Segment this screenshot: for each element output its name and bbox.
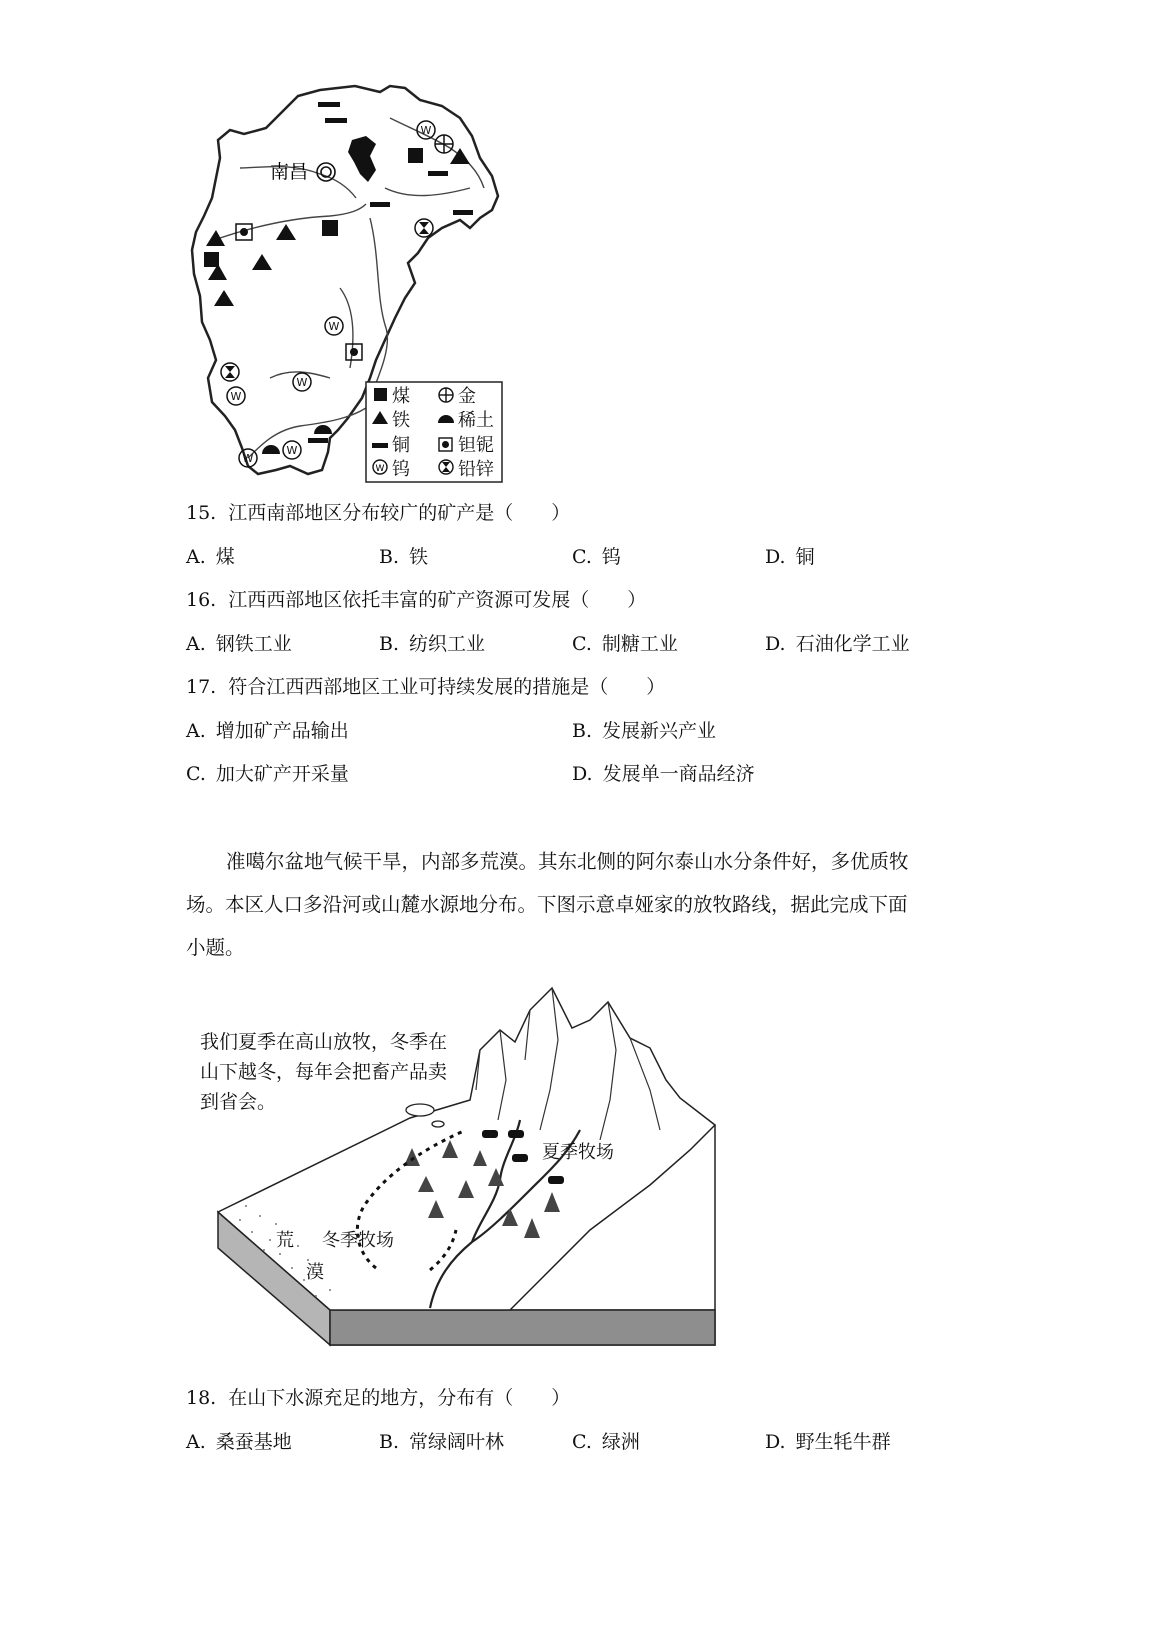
question-stem: 江西西部地区依托丰富的矿产资源可发展（ ） [228, 589, 647, 611]
option-text: 发展新兴产业 [602, 720, 717, 742]
option-18-d[interactable] [765, 1430, 891, 1454]
legend-label-iron: 铁 [392, 410, 410, 431]
option-key: A. [186, 1431, 206, 1453]
option-15-d[interactable] [765, 545, 815, 569]
question-number: 15. [186, 502, 217, 524]
desert-label-1: 荒 [276, 1230, 294, 1251]
option-15-b[interactable] [379, 545, 428, 569]
svg-text:W: W [420, 124, 432, 137]
summer-pasture-label: 夏季牧场 [542, 1142, 614, 1163]
option-text: 纺织工业 [409, 633, 486, 655]
question-15 [186, 501, 570, 525]
winter-pasture-label: 冬季牧场 [322, 1230, 394, 1251]
question-number: 18. [186, 1387, 217, 1409]
passage-line-3: 小题。 [186, 936, 245, 959]
option-text: 制糖工业 [601, 633, 678, 655]
question-number: 16. [186, 589, 217, 611]
option-key: C. [186, 763, 206, 785]
option-text: 煤 [215, 546, 235, 568]
legend-label-lead-zinc: 铅锌 [458, 459, 494, 480]
speech-line-2: 山下越冬，每年会把畜产品卖 [200, 1061, 448, 1083]
svg-text:W: W [375, 464, 385, 474]
jiangxi-mineral-map [180, 78, 520, 488]
legend-label-tantalum-niobium: 钽铌 [458, 435, 494, 456]
option-text: 发展单一商品经济 [602, 763, 755, 785]
option-key: B. [379, 546, 400, 568]
legend-label-gold: 金 [458, 386, 476, 407]
legend-label-rare-earth: 稀土 [458, 410, 494, 431]
option-17-b[interactable] [572, 719, 716, 743]
speech-line-1: 我们夏季在高山放牧，冬季在 [200, 1031, 448, 1053]
grazing-route-illustration [180, 980, 720, 1350]
city-label: 南昌 [270, 161, 309, 183]
option-18-c[interactable] [572, 1430, 640, 1454]
speech-line-3: 到省会。 [200, 1091, 277, 1113]
option-key: A. [186, 546, 206, 568]
option-18-b[interactable] [379, 1430, 504, 1454]
option-key: C. [572, 546, 592, 568]
passage-line-1: 准噶尔盆地气候干旱，内部多荒漠。其东北侧的阿尔泰山水分条件好，多优质牧 [226, 850, 909, 873]
legend-label-copper: 铜 [392, 435, 410, 456]
option-text: 绿洲 [601, 1431, 640, 1453]
option-text: 钨 [601, 546, 621, 568]
desert-label-2: 漠 [306, 1262, 324, 1283]
option-key: D. [765, 633, 786, 655]
option-text: 钢铁工业 [215, 633, 292, 655]
option-18-a[interactable] [186, 1430, 292, 1454]
option-key: B. [572, 720, 593, 742]
option-text: 铁 [409, 546, 429, 568]
option-16-b[interactable] [379, 632, 485, 656]
question-stem: 江西南部地区分布较广的矿产是（ ） [228, 502, 571, 524]
option-key: B. [379, 633, 400, 655]
question-17 [186, 675, 665, 699]
question-number: 17. [186, 676, 217, 698]
option-text: 桑蚕基地 [215, 1431, 292, 1453]
question-18 [186, 1386, 570, 1410]
option-text: 增加矿产品输出 [215, 720, 349, 742]
option-key: A. [186, 720, 206, 742]
svg-text:W: W [328, 320, 340, 333]
svg-text:W: W [286, 444, 298, 457]
option-16-a[interactable] [186, 632, 292, 656]
option-key: C. [572, 633, 592, 655]
legend-label-tungsten: 钨 [392, 459, 410, 480]
question-16 [186, 588, 646, 612]
option-key: D. [572, 763, 593, 785]
option-17-a[interactable] [186, 719, 349, 743]
option-key: A. [186, 633, 206, 655]
option-15-a[interactable] [186, 545, 235, 569]
option-text: 野生牦牛群 [795, 1431, 891, 1453]
option-key: D. [765, 1431, 786, 1453]
option-key: C. [572, 1431, 592, 1453]
passage-line-2: 场。本区人口多沿河或山麓水源地分布。下图示意卓娅家的放牧路线，据此完成下面 [186, 893, 908, 916]
question-stem: 在山下水源充足的地方，分布有（ ） [228, 1387, 571, 1409]
option-15-c[interactable] [572, 545, 621, 569]
legend-label-coal: 煤 [392, 386, 410, 407]
option-16-d[interactable] [765, 632, 910, 656]
option-text: 常绿阔叶林 [409, 1431, 505, 1453]
question-stem: 符合江西西部地区工业可持续发展的措施是（ ） [228, 676, 666, 698]
option-text: 加大矿产开采量 [215, 763, 349, 785]
option-text: 铜 [795, 546, 815, 568]
option-key: D. [765, 546, 786, 568]
option-17-d[interactable] [572, 762, 755, 786]
svg-text:W: W [296, 376, 308, 389]
svg-text:W: W [230, 390, 242, 403]
option-key: B. [379, 1431, 400, 1453]
option-17-c[interactable] [186, 762, 349, 786]
svg-text:W: W [242, 452, 254, 465]
option-text: 石油化学工业 [795, 633, 910, 655]
option-16-c[interactable] [572, 632, 678, 656]
gold-circle-cross-icon [435, 135, 453, 153]
